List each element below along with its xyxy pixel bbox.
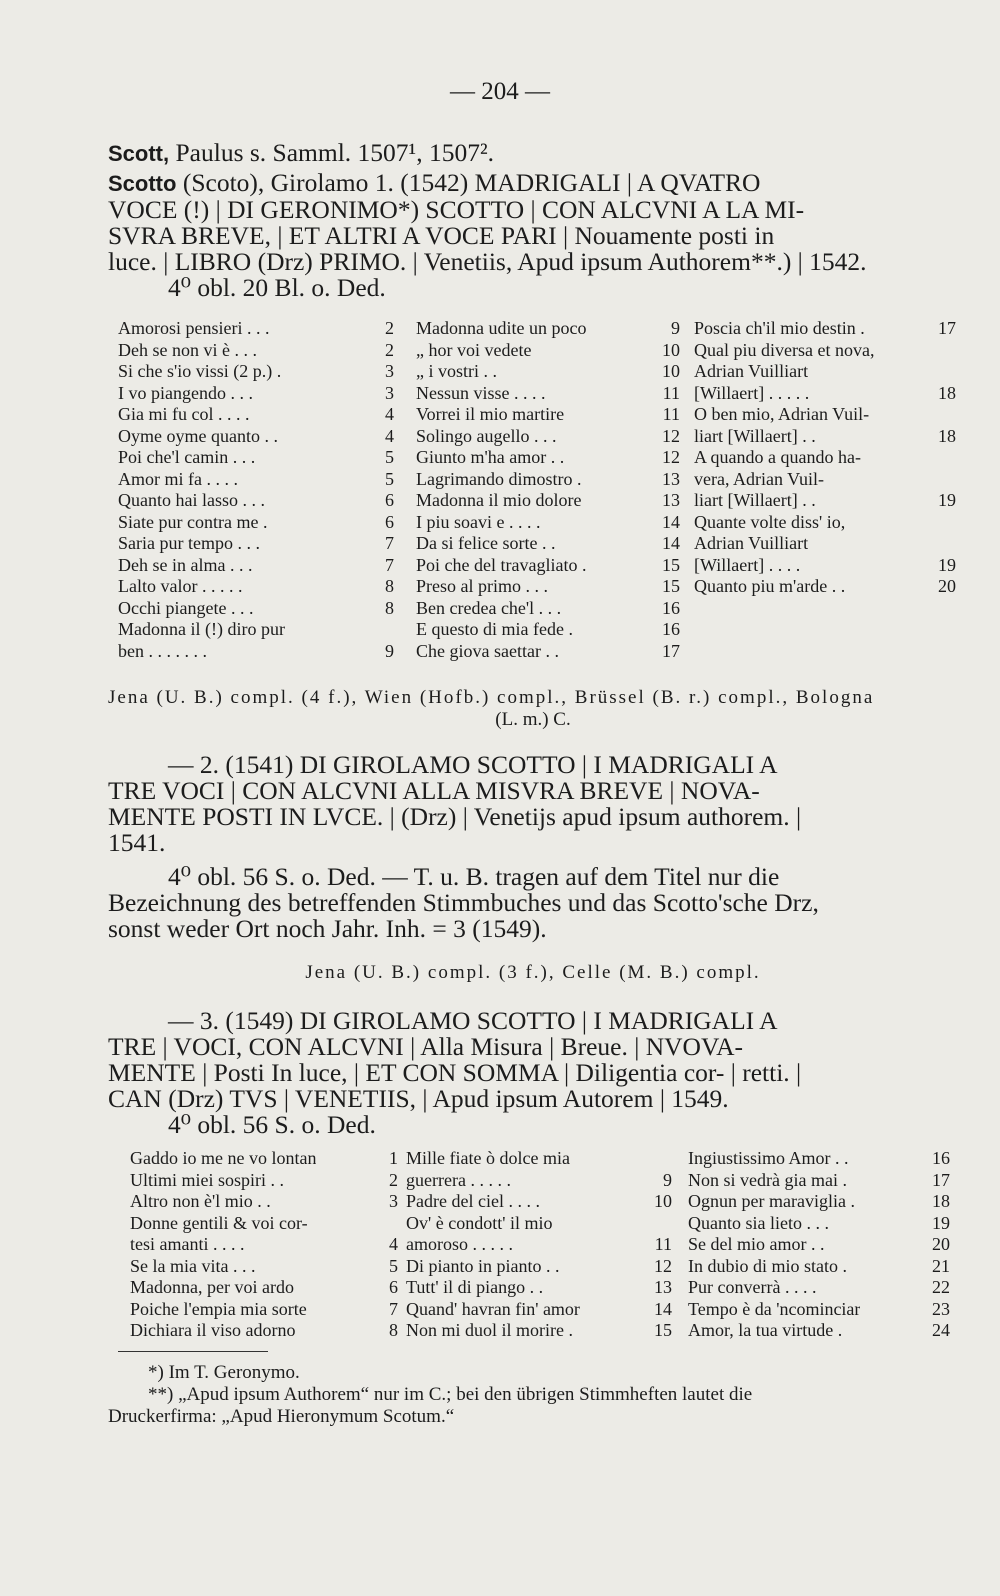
index-entry-title: I piu soavi e . . . . (416, 511, 541, 532)
index-entry-page: 1 (389, 1148, 398, 1168)
index-entry (694, 555, 956, 577)
index-entry (688, 1299, 950, 1321)
index-entry-page: 9 (385, 640, 394, 661)
index-entry-title: Madonna, per voi ardo (130, 1277, 294, 1297)
index-entry (416, 555, 680, 577)
index-entry-page: 8 (385, 597, 394, 618)
index-entry-title: Madonna udite un poco (416, 318, 587, 338)
entry-2 (108, 752, 958, 942)
index-entry-title: Amorosi pensieri . . . (118, 318, 270, 338)
index-entry (130, 1170, 398, 1192)
index-entry-title: Preso al primo . . . (416, 576, 548, 596)
index-entry-page: 9 (671, 318, 680, 338)
index-entry-page (394, 1213, 398, 1235)
index-entry-title: Ben credea che'l . . . (416, 597, 562, 618)
index-entry-page: 11 (662, 382, 680, 403)
index-entry (416, 340, 680, 362)
index-entry-page: 4 (385, 404, 394, 424)
index-entry-page: 3 (385, 382, 394, 403)
footnotes (108, 1362, 958, 1428)
index-entry (118, 598, 394, 620)
index-entry-title: Pur converrà . . . . (688, 1277, 817, 1297)
entry2-line-7: sonst weder Ort noch Jahr. Inh. = 3 (1549). (108, 914, 547, 943)
index-entry (688, 1320, 950, 1342)
index-entry-page: 19 (938, 554, 956, 575)
footnote-1: *) Im T. Geronymo. (148, 1362, 300, 1383)
index-entry-page: 13 (654, 1277, 672, 1297)
index-entry (130, 1256, 398, 1278)
index-entry-page: 13 (662, 490, 680, 510)
index-entry (118, 426, 394, 448)
index-entry-title: Giunto m'ha amor . . (416, 447, 565, 467)
index-entry-page: 12 (662, 447, 680, 467)
index-entry (416, 576, 680, 598)
index-entry (130, 1234, 398, 1256)
index-entry-title: Siate pur contra me . (118, 511, 268, 532)
index-entry-title: Oyme oyme quanto . . (118, 425, 278, 446)
index-entry-page: 21 (932, 1255, 950, 1276)
index-entry-title: tesi amanti . . . . (130, 1234, 245, 1254)
index-entry-title: [Willaert] . . . . (694, 554, 801, 575)
entry-3 (108, 1008, 958, 1138)
index-entry-title: Mille fiate ò dolce mia (406, 1148, 570, 1168)
index-entry-title: Ingiustissimo Amor . . (688, 1148, 849, 1168)
index-entry-page: 4 (385, 425, 394, 446)
index-entry-page: 15 (662, 576, 680, 596)
index-entry (406, 1170, 672, 1192)
index-entry-page: 14 (662, 511, 680, 532)
index-entry (118, 404, 394, 426)
index-entry-page: 18 (932, 1191, 950, 1211)
index-entry-title: Gia mi fu col . . . . (118, 404, 250, 424)
index-entry-page (952, 361, 956, 383)
index-entry-title: Che giova saettar . . (416, 640, 559, 661)
index-entry-title: Occhi piangete . . . (118, 597, 254, 618)
index-entry-page: 22 (932, 1277, 950, 1297)
table2-column-3 (688, 1148, 950, 1342)
index-entry-page: 17 (662, 640, 680, 661)
page-number: — 204 — (450, 78, 550, 105)
index-entry (406, 1191, 672, 1213)
index-entry-title: Non mi duol il morire . (406, 1320, 573, 1340)
index-entry-page: 19 (932, 1212, 950, 1233)
index-entry (406, 1213, 672, 1235)
index-entry (406, 1320, 672, 1342)
index-entry-page (668, 1213, 672, 1235)
entry2-line-4: 1541. (108, 828, 166, 857)
index-entry-title: Deh se in alma . . . (118, 554, 253, 575)
scotto-line-2: VOCE (!) | DI GERONIMO*) SCOTTO | CON ALCVNI A LA MI- (108, 195, 805, 224)
index-entry (688, 1277, 950, 1299)
index-entry (416, 404, 680, 426)
index-entry (694, 383, 956, 405)
index-entry-page (390, 619, 394, 641)
index-entry-page: 15 (662, 554, 680, 575)
index-entry (416, 490, 680, 512)
index-entry-title: Madonna il mio dolore (416, 490, 582, 510)
index-entry (694, 361, 956, 383)
index-entry-page: 7 (385, 554, 394, 575)
index-entry-title: Poiche l'empia mia sorte (130, 1298, 307, 1319)
index-entry-title: Saria pur tempo . . . (118, 533, 260, 553)
index-entry (406, 1277, 672, 1299)
index-entry-page: 23 (932, 1298, 950, 1319)
index-entry-page (952, 469, 956, 491)
scotto-line-3: SVRA BREVE, | ET ALTRI A VOCE PARI | Nouamente posti in (108, 221, 775, 250)
index-entry-title: Dichiara il viso adorno (130, 1320, 296, 1340)
entry3-line-4: CAN (Drz) TVS | VENETIIS, | Apud ipsum Autorem | 1549. (108, 1084, 729, 1113)
index-entry-title: Non si vedrà gia mai . (688, 1169, 847, 1190)
index-entry-page: 2 (389, 1169, 398, 1190)
index-entry (118, 641, 394, 663)
index-entry-title: Adrian Vuilliart (694, 533, 809, 553)
entry2-libraries: Jena (U. B.) compl. (3 f.), Celle (M. B.) compl. (305, 962, 761, 983)
index-entry-title: A quando a quando ha- (694, 447, 861, 467)
scott-text: Paulus s. Samml. 1507¹, 1507². (175, 138, 494, 167)
index-entry (688, 1234, 950, 1256)
index-entry (694, 318, 956, 340)
index-entry (118, 533, 394, 555)
index-entry-page: 16 (932, 1148, 950, 1168)
index-entry (416, 533, 680, 555)
index-entry-title: E questo di mia fede . (416, 619, 573, 639)
index-entry (694, 469, 956, 491)
footnote-2: **) „Apud ipsum Authorem“ nur im C.; bei den übrigen Stimmheften lautet die (148, 1384, 753, 1405)
index-entry-title: [Willaert] . . . . . (694, 382, 810, 403)
index-entry-page: 10 (662, 361, 680, 381)
index-entry (130, 1277, 398, 1299)
table1-column-2 (416, 318, 680, 662)
index-entry (688, 1256, 950, 1278)
scotto-line-1: (Scoto), Girolamo 1. (1542) MADRIGALI | A QVATRO (182, 168, 761, 197)
index-entry-page: 4 (389, 1234, 398, 1254)
index-entry (416, 361, 680, 383)
index-entry-title: Padre del ciel . . . . (406, 1191, 540, 1211)
index-entry (406, 1256, 672, 1278)
index-entry-title: vera, Adrian Vuil- (694, 468, 825, 489)
index-entry-page: 12 (654, 1255, 672, 1276)
index-entry-page: 6 (385, 511, 394, 532)
index-entry (416, 598, 680, 620)
index-entry (688, 1213, 950, 1235)
index-entry-page: 12 (662, 425, 680, 446)
index-entry (416, 383, 680, 405)
index-entry (130, 1148, 398, 1170)
index-entry-title: Ultimi miei sospiri . . (130, 1169, 285, 1190)
table2-column-2 (406, 1148, 672, 1342)
index-entry-page: 3 (385, 361, 394, 381)
index-entry-title: Donne gentili & voi cor- (130, 1212, 308, 1233)
index-entry-title: Tempo è da 'ncominciar (688, 1298, 861, 1319)
entry2-line-5: 4⁰ obl. 56 S. o. Ded. — T. u. B. tragen auf dem Titel nur die (168, 862, 780, 891)
index-entry-title: Da si felice sorte . . (416, 533, 556, 553)
libraries-1-line-1: Jena (U. B.) compl. (4 f.), Wien (Hofb.) compl., Brüssel (B. r.) compl., Bologna (108, 687, 875, 708)
scotto-heading: Scotto (108, 171, 177, 196)
index-entry-page: 24 (932, 1320, 950, 1340)
index-entry-page: 5 (385, 468, 394, 489)
index-entry-page: 16 (662, 619, 680, 639)
index-entry (416, 318, 680, 340)
index-entry-title: Quand' havran fin' amor (406, 1298, 580, 1319)
index-entry-title: Ognun per maraviglia . (688, 1191, 855, 1211)
index-entry-page (668, 1148, 672, 1170)
index-entry-title: Lagrimando dimostro . (416, 468, 582, 489)
index-entry-page: 14 (654, 1298, 672, 1319)
index-entry (118, 361, 394, 383)
index-entry (694, 426, 956, 448)
index-entry-title: Poi che del travagliato . (416, 554, 587, 575)
index-entry (130, 1320, 398, 1342)
index-entry-page: 20 (932, 1234, 950, 1254)
index-entry-title: Poscia ch'il mio destin . (694, 318, 865, 338)
index-entry (694, 576, 956, 598)
index-entry-title: amoroso . . . . . (406, 1234, 513, 1254)
index-entry-title: Se del mio amor . . (688, 1234, 825, 1254)
index-entry-title: Quante volte diss' io, (694, 511, 846, 532)
index-entry (416, 447, 680, 469)
index-entry-page: 13 (662, 468, 680, 489)
index-entry-title: „ hor voi vedete (416, 339, 532, 360)
index-entry (406, 1148, 672, 1170)
index-entry-title: Quanto hai lasso . . . (118, 490, 265, 510)
index-entry-page: 5 (385, 447, 394, 467)
index-entry (694, 447, 956, 469)
index-entry-title: In dubio di mio stato . (688, 1255, 847, 1276)
index-entry-page (952, 404, 956, 426)
index-entry (118, 383, 394, 405)
index-entry-page: 11 (654, 1234, 672, 1254)
index-entry-title: Lalto valor . . . . . (118, 576, 243, 596)
index-entry (694, 490, 956, 512)
index-entry-title: Adrian Vuilliart (694, 361, 809, 381)
index-entry-title: Amor, la tua virtude . (688, 1320, 843, 1340)
libraries-1-line-2: (L. m.) C. (495, 709, 571, 730)
index-entry (694, 533, 956, 555)
index-entry-page: 2 (385, 339, 394, 360)
index-entry-page: 6 (389, 1277, 398, 1297)
index-entry (688, 1148, 950, 1170)
index-entry-page: 19 (938, 490, 956, 510)
index-entry-page: 20 (938, 576, 956, 596)
index-entry (118, 447, 394, 469)
index-entry (118, 469, 394, 491)
index-entry-title: Amor mi fa . . . . (118, 468, 238, 489)
index-entry (130, 1213, 398, 1235)
index-entry-page: 15 (654, 1320, 672, 1340)
footnote-rule (118, 1351, 268, 1352)
index-entry-title: guerrera . . . . . (406, 1169, 511, 1190)
index-entry-title: Tutt' il di piango . . (406, 1277, 544, 1297)
index-entry-title: ben . . . . . . . (118, 640, 207, 661)
index-entry-title: Se la mia vita . . . (130, 1255, 256, 1276)
index-entry (406, 1299, 672, 1321)
index-entry-title: Madonna il (!) diro pur (118, 619, 285, 639)
libraries-1 (108, 687, 958, 731)
index-entry-title: Quanto piu m'arde . . (694, 576, 846, 596)
index-entry-page: 11 (662, 404, 680, 424)
index-entry-page (952, 512, 956, 534)
index-entry (118, 318, 394, 340)
index-entry-title: Qual piu diversa et nova, (694, 339, 875, 360)
index-entry-page: 8 (389, 1320, 398, 1340)
entry2-line-1: — 2. (1541) DI GIROLAMO SCOTTO | I MADRIGALI A (168, 750, 778, 779)
index-entry-title: „ i vostri . . (416, 361, 497, 381)
index-entry-page (952, 533, 956, 555)
scott-entry (108, 140, 958, 167)
table2-column-1 (130, 1148, 398, 1342)
scotto-line-4: luce. | LIBRO (Drz) PRIMO. | Venetiis, Apud ipsum Authorem**.) | 1542. (108, 247, 867, 276)
index-entry-page: 2 (385, 318, 394, 338)
footnote-3: Druckerfirma: „Apud Hieronymum Scotum.“ (108, 1406, 455, 1427)
index-entry (118, 619, 394, 641)
index-entry (688, 1170, 950, 1192)
entry3-line-2: TRE | VOCI, CON ALCVNI | Alla Misura | Breue. | NVOVA- (108, 1032, 743, 1061)
index-entry-title: I vo piangendo . . . (118, 382, 253, 403)
scott-heading: Scott, (108, 141, 170, 166)
index-entry-page (952, 340, 956, 362)
index-entry (694, 404, 956, 426)
index-entry-title: Poi che'l camin . . . (118, 447, 256, 467)
index-entry-title: Di pianto in pianto . . (406, 1255, 560, 1276)
index-entry (118, 490, 394, 512)
index-entry-title: Gaddo io me ne vo lontan (130, 1148, 317, 1168)
index-entry-page: 18 (938, 425, 956, 446)
index-entry (406, 1234, 672, 1256)
index-entry (416, 619, 680, 641)
index-entry-page: 10 (654, 1191, 672, 1211)
scotto-entry (108, 170, 958, 301)
index-entry (118, 555, 394, 577)
index-entry-page: 18 (938, 382, 956, 403)
entry2-line-2: TRE VOCI | CON ALCVNI ALLA MISVRA BREVE | NOVA- (108, 776, 760, 805)
index-entry-page: 9 (663, 1169, 672, 1190)
index-entry-page: 7 (389, 1298, 398, 1319)
index-entry-title: Deh se non vi è . . . (118, 339, 257, 360)
entry3-line-5: 4⁰ obl. 56 S. o. Ded. (168, 1110, 376, 1139)
index-entry (118, 576, 394, 598)
index-entry-title: O ben mio, Adrian Vuil- (694, 404, 870, 424)
table1-column-1 (118, 318, 394, 662)
index-entry (416, 426, 680, 448)
index-entry (130, 1191, 398, 1213)
entry3-line-1: — 3. (1549) DI GIROLAMO SCOTTO | I MADRIGALI A (168, 1006, 778, 1035)
index-entry-page: 17 (938, 318, 956, 338)
index-entry (694, 512, 956, 534)
scotto-line-5: 4⁰ obl. 20 Bl. o. Ded. (168, 273, 386, 302)
index-entry-page (952, 447, 956, 469)
index-entry-title: Solingo augello . . . (416, 425, 557, 446)
index-entry-page: 3 (389, 1191, 398, 1211)
index-entry-page: 14 (662, 533, 680, 553)
index-entry-title: Si che s'io vissi (2 p.) . (118, 361, 282, 381)
index-entry-title: Altro non è'l mio . . (130, 1191, 271, 1211)
index-entry-page: 8 (385, 576, 394, 596)
index-entry (416, 469, 680, 491)
index-entry-page: 17 (932, 1169, 950, 1190)
index-entry (416, 641, 680, 663)
index-entry-page: 10 (662, 339, 680, 360)
entry2-line-6: Bezeichnung des betreffenden Stimmbuches und das Scotto'sche Drz, (108, 888, 819, 917)
index-entry-title: liart [Willaert] . . (694, 425, 816, 446)
index-entry-page: 5 (389, 1255, 398, 1276)
index-entry (130, 1299, 398, 1321)
index-entry (118, 340, 394, 362)
index-entry (688, 1191, 950, 1213)
entry2-line-3: MENTE POSTI IN LVCE. | (Drz) | Venetijs apud ipsum authorem. | (108, 802, 802, 831)
index-entry-page: 16 (662, 597, 680, 618)
table1-column-3 (694, 318, 956, 598)
index-entry-title: Vorrei il mio martire (416, 404, 565, 424)
index-entry-page: 6 (385, 490, 394, 510)
entry3-line-3: MENTE | Posti In luce, | ET CON SOMMA | Diligentia cor- | retti. | (108, 1058, 802, 1087)
index-entry-title: Quanto sia lieto . . . (688, 1212, 829, 1233)
index-entry (416, 512, 680, 534)
index-entry-title: liart [Willaert] . . (694, 490, 816, 510)
index-entry-title: Ov' è condott' il mio (406, 1212, 553, 1233)
index-entry (118, 512, 394, 534)
index-entry-title: Nessun visse . . . . (416, 382, 546, 403)
index-entry (694, 340, 956, 362)
index-entry-page: 7 (385, 533, 394, 553)
